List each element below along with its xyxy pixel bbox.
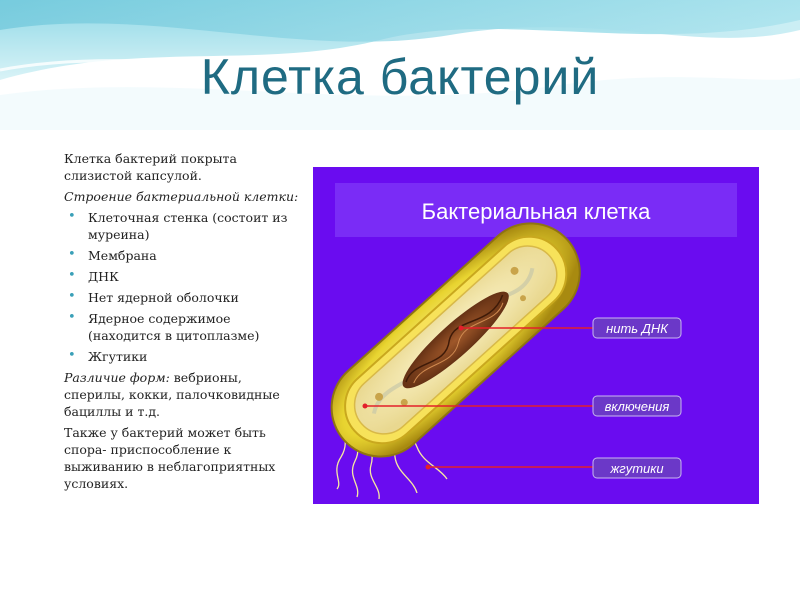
body-text	[64, 150, 304, 496]
list-item: • Клеточная стенка (состоит из муреина)	[64, 209, 304, 243]
list-item: • Ядерное содержимое (находится в цитоплазме)	[64, 310, 304, 344]
page-title: Клетка бактерий	[200, 49, 600, 105]
label-flagella: жгутики	[610, 461, 664, 476]
structure-heading: Строение бактериальной клетки:	[64, 189, 299, 204]
list-item: • Мембрана	[64, 247, 304, 264]
label-inclusions: включения	[604, 399, 670, 414]
structure-list	[64, 209, 304, 365]
arrow-dot-inclusions	[363, 404, 368, 409]
diagram-heading: Бактериальная клетка	[421, 199, 651, 224]
list-item: • Нет ядерной оболочки	[64, 289, 304, 306]
list-item: • Жгутики	[64, 348, 304, 365]
spore-paragraph: Также у бактерий может быть спора- приспособление к выживанию в неблагоприятных условиях.	[64, 425, 276, 491]
forms-text: вебрионы, сперилы, кокки, палочковидные бациллы и т.д.	[64, 370, 280, 419]
arrow-dot-dna	[459, 326, 464, 331]
forms-paragraph	[64, 369, 304, 420]
bacterial-cell-diagram	[313, 167, 759, 504]
intro-paragraph: Клетка бактерий покрыта слизистой капсулой.	[64, 151, 237, 183]
forms-label: Различие форм:	[64, 370, 170, 385]
list-item: • ДНК	[64, 268, 304, 285]
label-dna: нить ДНК	[606, 321, 668, 336]
arrow-dot-flagella	[426, 465, 431, 470]
